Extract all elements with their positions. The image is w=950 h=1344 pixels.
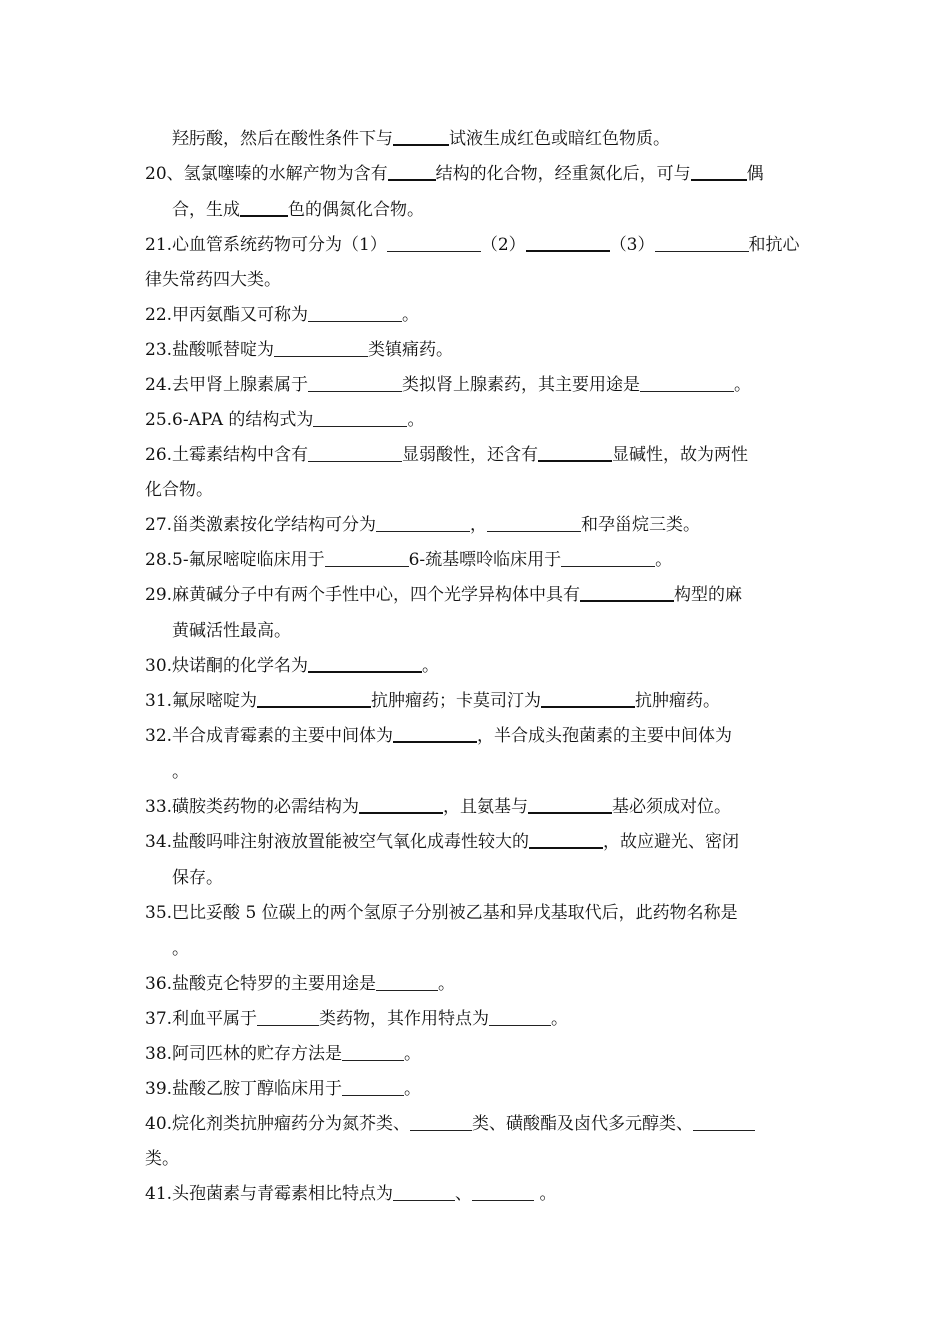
- question-24: 24.去甲肾上腺素属于 类拟肾上腺素药，其主要用途是 。: [145, 375, 752, 395]
- blank: [313, 411, 407, 427]
- blank: [342, 1045, 404, 1061]
- blank: [580, 585, 674, 602]
- question-40: 40.烷化剂类抗肿瘤药分为氮芥类、 类、磺酸酯及卤代多元醇类、: [145, 1112, 810, 1136]
- text-line: 保存。: [172, 868, 223, 888]
- question-30: 30.炔诺酮的化学名为 。: [145, 656, 440, 676]
- question-28: 28.5-氟尿嘧啶临床用于 6-巯基嘌呤临床用于 。: [145, 550, 673, 570]
- question-36: 36.盐酸克仑特罗的主要用途是 。: [145, 974, 456, 994]
- blank: [640, 376, 734, 392]
- blank: [526, 235, 610, 252]
- blank: [274, 341, 368, 357]
- question-25: 25.6-APA 的结构式为 。: [145, 410, 425, 430]
- question-33: 33.磺胺类药物的必需结构为 ，且氨基与 基必须成对位。: [145, 797, 732, 817]
- blank: [308, 306, 402, 322]
- text-line: 羟肟酸，然后在酸性条件下与 试液生成红色或暗红色物质。: [172, 129, 670, 149]
- blank: [410, 1115, 472, 1131]
- question-22: 22.甲丙氨酯又可称为 。: [145, 305, 420, 325]
- blank: [308, 376, 402, 392]
- blank: [308, 446, 402, 462]
- question-41: 41.头孢菌素与青霉素相比特点为 、 。: [145, 1184, 557, 1204]
- blank: [472, 1185, 534, 1201]
- blank: [308, 656, 422, 673]
- text-line: 化合物。: [145, 480, 213, 500]
- blank: [393, 129, 449, 146]
- blank: [655, 236, 749, 252]
- blank: [489, 1010, 551, 1026]
- blank: [693, 1115, 755, 1131]
- blank: [561, 551, 655, 567]
- question-32: 32.半合成青霉素的主要中间体为 ，半合成头孢菌素的主要中间体为: [145, 726, 733, 746]
- question-20: 20、氢氯噻嗪的水解产物为含有 结构的化合物，经重氮化后，可与 偶: [145, 164, 764, 184]
- text-line: 合，生成 色的偶氮化合物。: [172, 200, 424, 220]
- question-37: 37.利血平属于 类药物，其作用特点为 。: [145, 1009, 569, 1029]
- blank: [538, 445, 612, 462]
- blank: [257, 1010, 319, 1026]
- blank: [487, 516, 581, 532]
- blank: [393, 726, 477, 743]
- blank: [376, 516, 470, 532]
- question-39: 39.盐酸乙胺丁醇临床用于 。: [145, 1079, 422, 1099]
- question-29: 29.麻黄碱分子中有两个手性中心，四个光学异构体中具有 构型的麻: [145, 585, 743, 605]
- blank: [240, 200, 288, 217]
- text-line: 律失常药四大类。: [145, 270, 281, 290]
- blank: [529, 832, 603, 849]
- text-line: 类。: [145, 1149, 179, 1169]
- blank: [387, 236, 481, 252]
- question-21: 21.心血管系统药物可分为（1） （2） （3） 和抗心: [145, 235, 800, 255]
- question-31: 31.氟尿嘧啶为 抗肿瘤药；卡莫司汀为 抗肿瘤药。: [145, 691, 721, 711]
- question-23: 23.盐酸哌替啶为 类镇痛药。: [145, 340, 454, 360]
- blank: [359, 797, 443, 814]
- text-line: 。: [172, 762, 189, 782]
- question-34: 34.盐酸吗啡注射液放置能被空气氧化成毒性较大的 ，故应避光、密闭: [145, 832, 740, 852]
- blank: [691, 164, 747, 181]
- text-line: 。: [172, 939, 189, 959]
- blank: [541, 691, 635, 708]
- blank: [325, 551, 409, 567]
- blank: [528, 797, 612, 814]
- question-35: 35.巴比妥酸 5 位碳上的两个氢原子分别被乙基和异戊基取代后，此药物名称是: [145, 903, 738, 923]
- blank: [376, 975, 438, 991]
- blank: [257, 691, 371, 708]
- blank: [342, 1080, 404, 1096]
- text-line: 黄碱活性最高。: [172, 621, 291, 641]
- question-26: 26.土霉素结构中含有 显弱酸性，还含有 显碱性，故为两性: [145, 445, 749, 465]
- question-38: 38.阿司匹林的贮存方法是 。: [145, 1044, 422, 1064]
- blank: [388, 164, 436, 181]
- blank: [393, 1185, 455, 1201]
- question-27: 27.甾类激素按化学结构可分为 ， 和孕甾烷三类。: [145, 515, 701, 535]
